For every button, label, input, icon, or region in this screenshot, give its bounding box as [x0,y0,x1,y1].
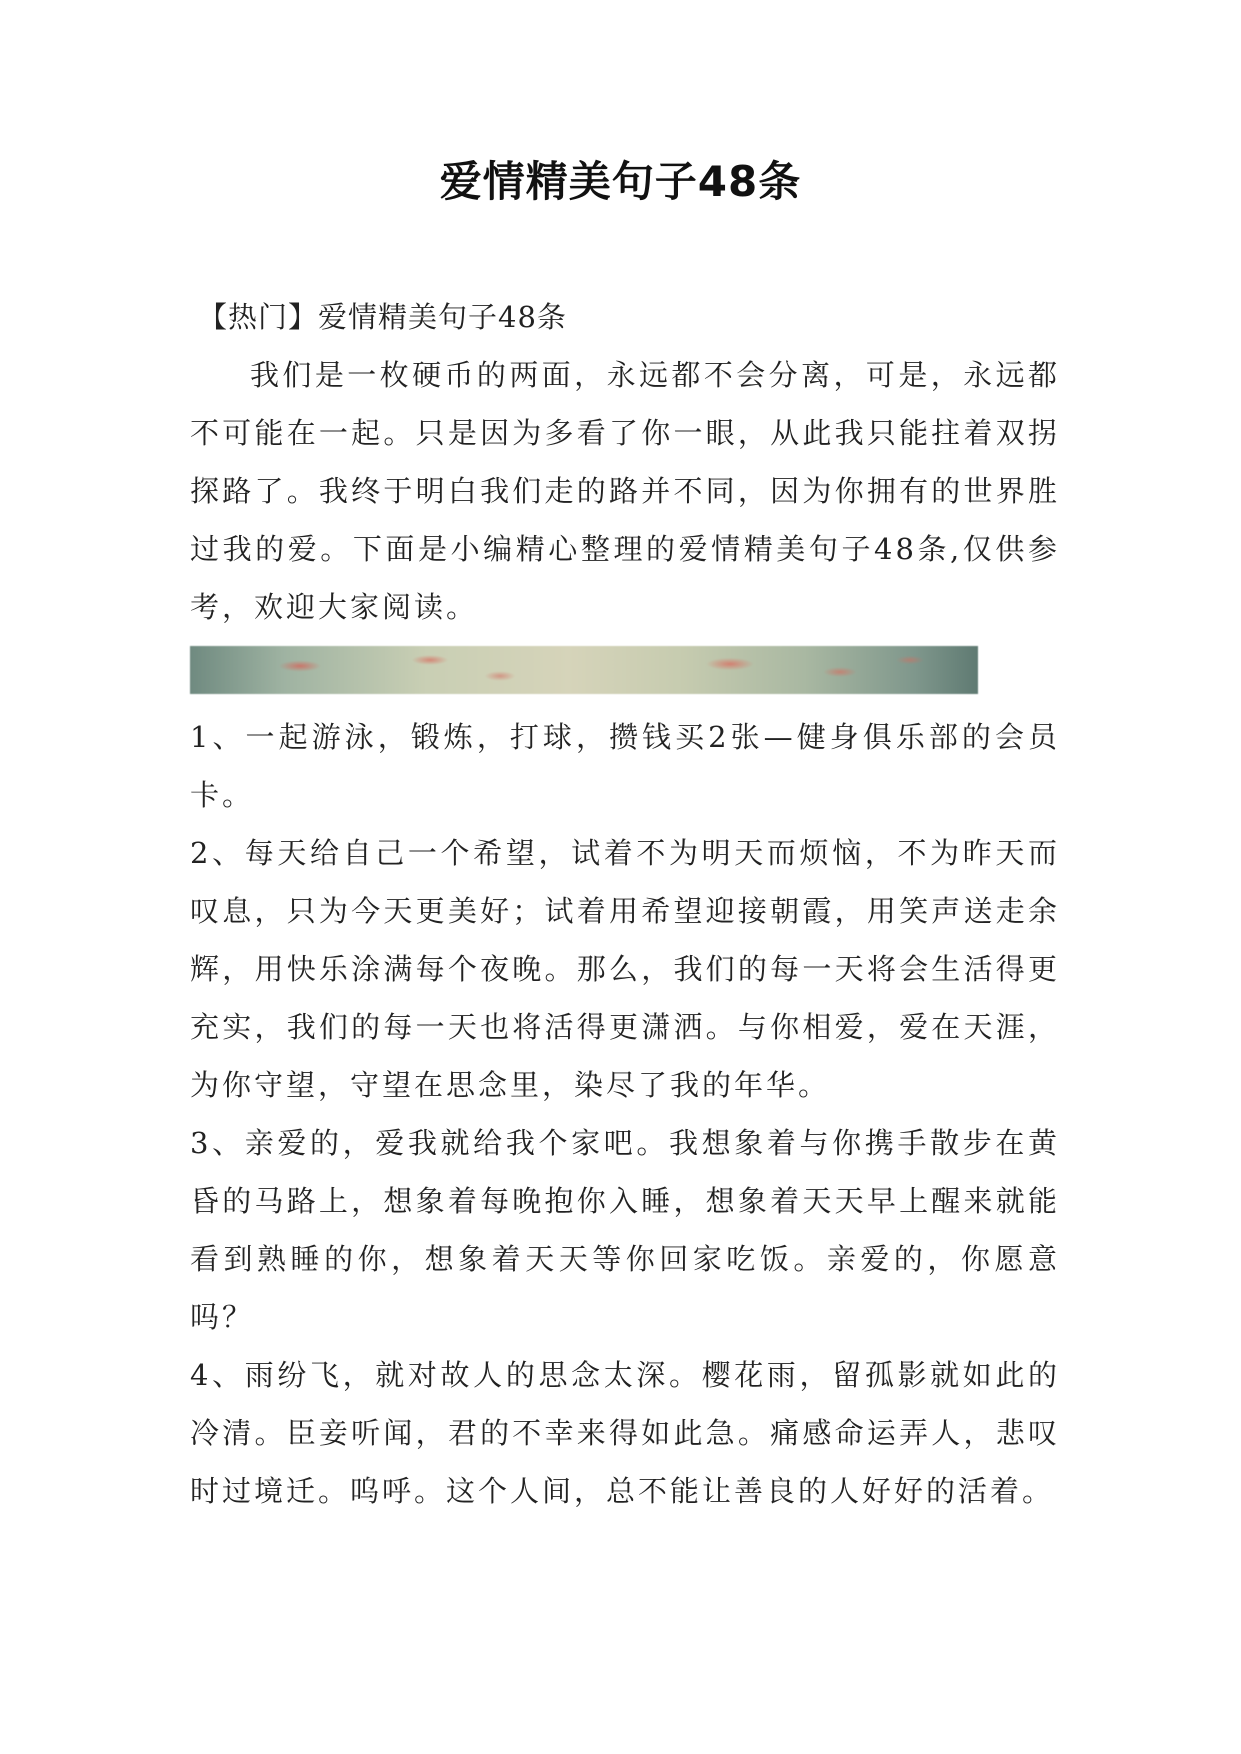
list-item: 2、每天给自己一个希望，试着不为明天而烦恼，不为昨天而叹息，只为今天更美好；试着用希望迎接朝霞，用笑声送走余辉，用快乐涂满每个夜晚。那么，我们的每一天将会生活得更充实，我们的每一天也将活得更潇洒。与你相爱，爱在天涯，为你守望，守望在思念里，染尽了我的年华。 [190,836,1060,1102]
document-title: 爱情精美句子48条 [439,157,802,206]
document-subtitle: 【热门】爱情精美句子48条 [198,300,567,334]
list-item: 1、一起游泳，锻炼，打球，攒钱买2张—健身俱乐部的会员卡。 [190,720,1060,812]
intro-paragraph: 我们是一枚硬币的两面，永远都不会分离，可是，永远都不可能在一起。只是因为多看了你一眼，从此我只能拄着双拐探路了。我终于明白我们走的路并不同，因为你拥有的世界胜过我的爱。下面是小编精心整理的爱情精美句子48条,仅供参考，欢迎大家阅读。 [190,358,1060,624]
list-item: 4、雨纷飞，就对故人的思念太深。樱花雨，留孤影就如此的冷清。臣妾听闻，君的不幸来得如此急。痛感命运弄人，悲叹时过境迁。呜呼。这个人间，总不能让善良的人好好的活着。 [190,1358,1060,1508]
decorative-banner-image [190,646,978,694]
document-body [190,288,1060,1520]
list-item: 3、亲爱的，爱我就给我个家吧。我想象着与你携手散步在黄昏的马路上，想象着每晚抱你入睡，想象着天天早上醒来就能看到熟睡的你，想象着天天等你回家吃饭。亲爱的，你愿意吗？ [190,1126,1060,1334]
